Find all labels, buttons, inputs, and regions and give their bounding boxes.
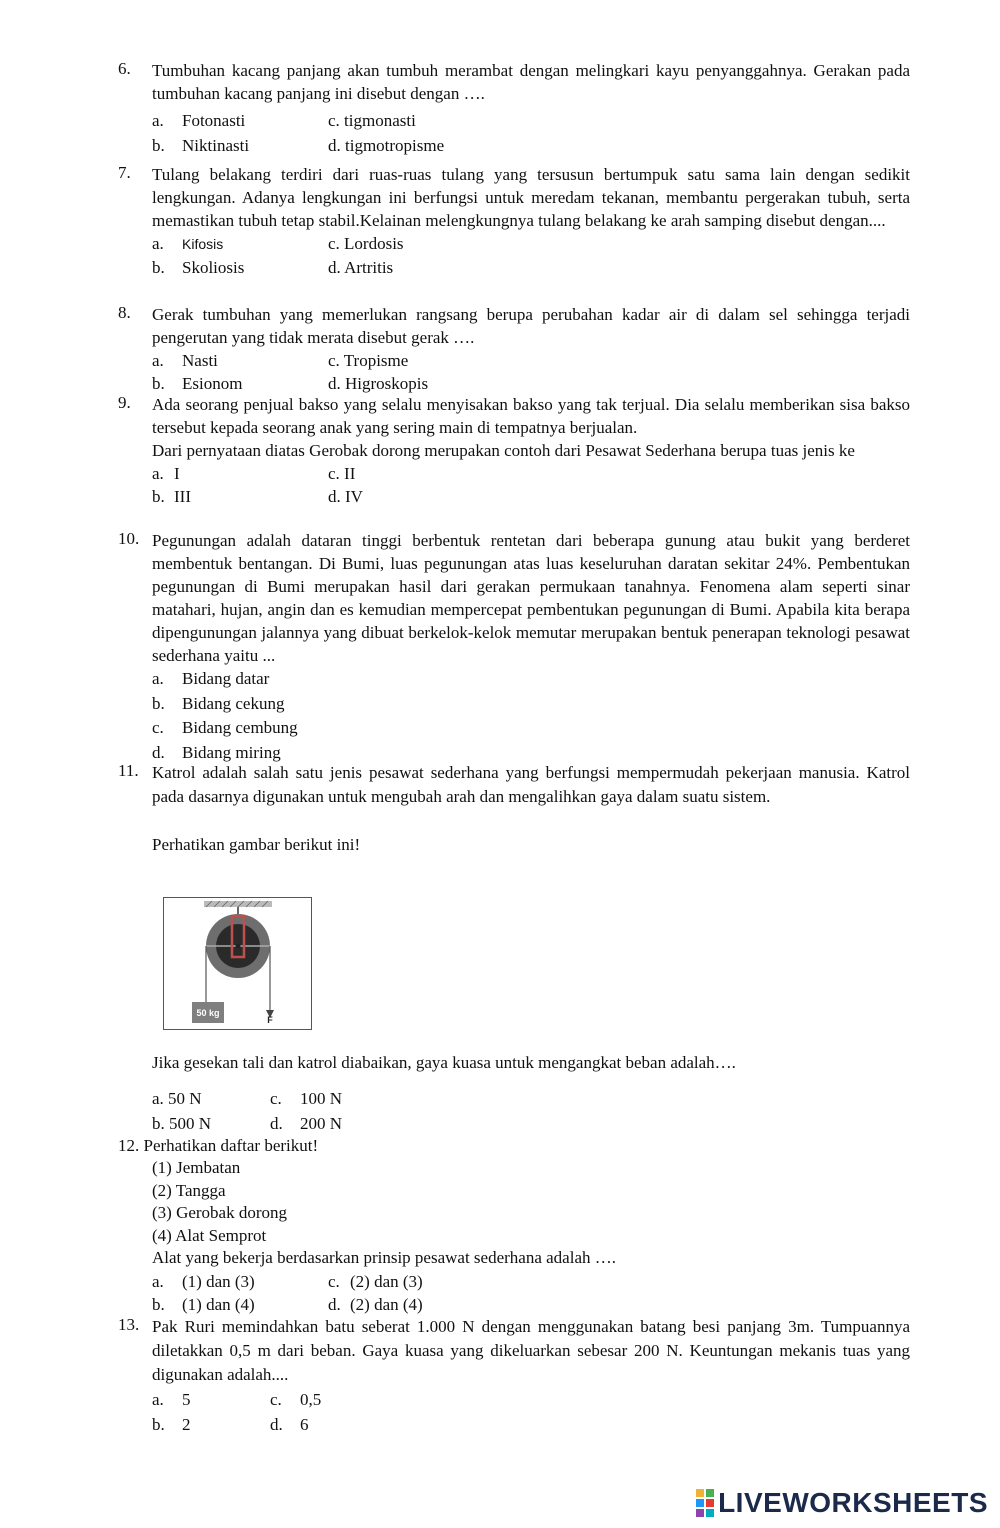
- list-item: (3) Gerobak dorong: [152, 1203, 288, 1222]
- question-text: Dari pernyataan diatas Gerobak dorong merupakan contoh dari Pesawat Sederhana berupa tuas jenis ke: [152, 441, 855, 460]
- option-row[interactable]: [152, 692, 910, 717]
- logo-icon: [696, 1489, 714, 1517]
- option-letter-b: b.: [152, 1114, 165, 1133]
- question-text: Perhatikan daftar berikut!: [143, 1136, 319, 1155]
- option-letter-c: c.: [270, 1390, 282, 1409]
- question-12: [118, 1134, 910, 1316]
- option-letter-d: d.: [328, 258, 341, 277]
- option-c[interactable]: Lordosis: [344, 234, 404, 253]
- option-letter-d: d.: [152, 742, 165, 762]
- option-row[interactable]: [152, 667, 910, 692]
- option-d[interactable]: Artritis: [344, 258, 394, 277]
- option-a[interactable]: Kifosis: [182, 236, 224, 252]
- option-letter-c: c.: [328, 464, 340, 483]
- option-b[interactable]: III: [174, 487, 191, 506]
- pulley-figure: [163, 897, 312, 1030]
- option-a[interactable]: Bidang datar: [182, 669, 270, 688]
- question-text: Jika gesekan tali dan katrol diabaikan, gaya kuasa untuk mengangkat beban adalah….: [152, 1053, 736, 1072]
- option-d[interactable]: Higroskopis: [345, 374, 429, 393]
- option-letter-d: d.: [270, 1114, 283, 1133]
- option-letter-b: b.: [152, 374, 165, 393]
- question-text: Gerak tumbuhan yang memerlukan rangsang berupa perubahan kadar air di dalam sel sehingga terjadi pengerutan yang tidak merata disebut gerak ….: [152, 305, 910, 347]
- option-d[interactable]: Bidang miring: [182, 742, 281, 762]
- liveworksheets-logo[interactable]: [696, 1487, 988, 1519]
- option-letter-a: a.: [152, 1390, 164, 1409]
- option-a[interactable]: 5: [182, 1390, 191, 1409]
- option-letter-b: b.: [152, 258, 165, 277]
- option-c[interactable]: Tropisme: [343, 351, 409, 370]
- question-6: [118, 59, 910, 158]
- option-letter-c: c.: [328, 351, 340, 370]
- question-text: Pak Ruri memindahkan batu seberat 1.000 N dengan menggunakan batang besi panjang 3m. Tumpuannya diletakkan 0,5 m dari beban. Gaya kuasa yang dikeluarkan sebesar 200 N. Keuntungan mekanis tuas yang digunakan adalah....: [152, 1317, 910, 1384]
- option-row: [152, 1293, 910, 1316]
- option-row: [152, 1412, 910, 1437]
- option-b[interactable]: Niktinasti: [182, 136, 250, 155]
- question-number: 8.: [118, 303, 131, 322]
- options: [152, 667, 910, 765]
- question-line: [118, 1134, 910, 1157]
- option-c[interactable]: 100 N: [300, 1089, 343, 1108]
- option-letter-c: c.: [152, 718, 164, 737]
- option-letter-a: a.: [152, 1089, 164, 1108]
- option-row: [152, 232, 910, 256]
- option-letter-d: d.: [328, 136, 341, 155]
- option-letter-a: a.: [152, 111, 164, 130]
- options: [152, 1387, 910, 1437]
- question-text: Pegunungan adalah dataran tinggi berbentuk rentetan dari beberapa gunung atau bukit yang berderet membentuk bentangan. Di Bumi, luas pegunungan atas luas keseluruhan daratan sekitar 24%. Pembentukan pegunungan di Bumi merupakan hasil dari gerakan permukaan tanahnya. Fenomena alam seperti sinar matahari, hujan, angin dan es kemudian mempercepat pembentukan pegunungan di Bumi. Apabila kita berapa dipengunungan jalannya yang dibuat berkelok-kelok memutar merupakan bentuk penerapan teknologi pesawat sederhana yaitu ...: [152, 531, 910, 665]
- question-8: [118, 303, 910, 395]
- option-row: [152, 108, 910, 133]
- question-11-continued: [118, 1051, 910, 1136]
- option-letter-b: b.: [152, 1294, 165, 1314]
- pulley-diagram: [164, 898, 311, 1029]
- option-letter-b: b.: [152, 1415, 165, 1434]
- option-row: [152, 256, 910, 279]
- option-d[interactable]: (2) dan (4): [350, 1294, 423, 1314]
- force-label: F: [267, 1015, 273, 1025]
- question-11: [118, 761, 910, 856]
- option-a[interactable]: (1) dan (3): [182, 1271, 255, 1291]
- option-row: [152, 485, 910, 508]
- option-letter-b: b.: [152, 693, 165, 713]
- options: [152, 108, 910, 158]
- option-c[interactable]: 0,5: [300, 1390, 322, 1409]
- option-letter-d: d.: [328, 487, 341, 506]
- option-letter-a: a.: [152, 351, 164, 370]
- option-b[interactable]: 2: [182, 1415, 191, 1434]
- option-row: [152, 1086, 910, 1111]
- option-b[interactable]: Skoliosis: [182, 258, 245, 277]
- option-row: [152, 1111, 910, 1136]
- question-13: [118, 1315, 910, 1437]
- option-c[interactable]: Bidang cembung: [182, 718, 298, 737]
- option-letter-a: a.: [152, 1271, 164, 1291]
- logo-text: LIVEWORKSHEETS: [718, 1487, 988, 1518]
- question-text: Alat yang bekerja berdasarkan prinsip pesawat sederhana adalah ….: [152, 1248, 616, 1267]
- option-letter-b: b.: [152, 136, 165, 155]
- option-letter-a: a.: [152, 234, 164, 253]
- option-letter-a: a.: [152, 464, 164, 483]
- option-row: [152, 349, 910, 372]
- options: [152, 462, 910, 508]
- options: [152, 232, 910, 279]
- item-list: [152, 1157, 910, 1270]
- mass-label: 50 kg: [196, 1008, 220, 1018]
- option-letter-a: a.: [152, 669, 164, 688]
- option-d[interactable]: 6: [300, 1415, 309, 1434]
- option-c[interactable]: (2) dan (3): [350, 1271, 423, 1291]
- option-letter-c: c.: [328, 1271, 340, 1291]
- option-d[interactable]: IV: [345, 487, 363, 506]
- option-c[interactable]: II: [344, 464, 356, 483]
- option-letter-d: d.: [328, 1294, 341, 1314]
- list-item: (4) Alat Semprot: [152, 1225, 267, 1245]
- figure-prompt: Perhatikan gambar berikut ini!: [152, 835, 361, 854]
- ceiling-support: [204, 901, 272, 907]
- question-10: [118, 529, 910, 765]
- question-number: 7.: [118, 163, 131, 182]
- question-number: 10.: [118, 529, 140, 548]
- question-number: 13.: [118, 1315, 140, 1334]
- question-text: Tumbuhan kacang panjang akan tumbuh merambat dengan melingkari kayu penyanggahnya. Gerakan pada tumbuhan kacang panjang ini disebut dengan ….: [152, 61, 910, 103]
- option-a[interactable]: 50 N: [168, 1089, 202, 1108]
- option-row: [152, 462, 910, 485]
- option-row: [152, 1270, 910, 1293]
- option-a[interactable]: Nasti: [182, 351, 218, 370]
- option-b[interactable]: 500 N: [169, 1114, 212, 1133]
- options: [152, 1086, 910, 1136]
- question-7: [118, 163, 910, 279]
- option-b[interactable]: Esionom: [182, 374, 243, 393]
- option-a[interactable]: I: [174, 464, 180, 483]
- question-number: 11.: [118, 761, 139, 780]
- option-c[interactable]: tigmonasti: [344, 111, 416, 130]
- option-letter-c: c.: [328, 234, 340, 253]
- option-letter-c: c.: [328, 111, 340, 130]
- question-9: [118, 393, 910, 508]
- question-number: 12.: [118, 1136, 140, 1155]
- option-d[interactable]: 200 N: [300, 1114, 343, 1133]
- option-d[interactable]: tigmotropisme: [345, 136, 445, 155]
- option-b[interactable]: (1) dan (4): [182, 1294, 255, 1314]
- question-text: Tulang belakang terdiri dari ruas-ruas tulang yang tersusun bertumpuk satu sama lain dengan sedikit lengkungan. Adanya lengkungan ini berfungsi untuk meredam tekanan, membantu pergerakan tubuh, serta memastikan tubuh tetap stabil.Kelainan melengkungnya tulang belakang ke arah samping disebut dengan....: [152, 165, 910, 230]
- option-letter-d: d.: [328, 374, 341, 393]
- list-item: (1) Jembatan: [152, 1158, 241, 1177]
- question-text: Ada seorang penjual bakso yang selalu menyisakan bakso yang tak terjual. Dia selalu memberikan sisa bakso tersebut kepada seorang anak yang sering main di tempatnya berjualan.: [152, 395, 910, 437]
- option-letter-c: c.: [270, 1089, 282, 1108]
- question-text: Katrol adalah salah satu jenis pesawat sederhana yang berfungsi mempermudah pekerjaan manusia. Katrol pada dasarnya digunakan untuk mengubah arah dan mengalihkan gaya dalam suatu sistem.: [152, 763, 910, 806]
- option-letter-b: b.: [152, 487, 165, 506]
- options: [152, 1270, 910, 1316]
- option-row: [152, 372, 910, 395]
- option-letter-d: d.: [270, 1415, 283, 1434]
- option-row: [152, 1387, 910, 1412]
- question-number: 6.: [118, 59, 131, 78]
- option-a[interactable]: Fotonasti: [182, 111, 246, 130]
- option-b[interactable]: Bidang cekung: [182, 693, 285, 713]
- options: [152, 349, 910, 395]
- option-row: [152, 133, 910, 158]
- question-number: 9.: [118, 393, 131, 412]
- list-item: (2) Tangga: [152, 1180, 226, 1200]
- option-row[interactable]: [152, 716, 910, 741]
